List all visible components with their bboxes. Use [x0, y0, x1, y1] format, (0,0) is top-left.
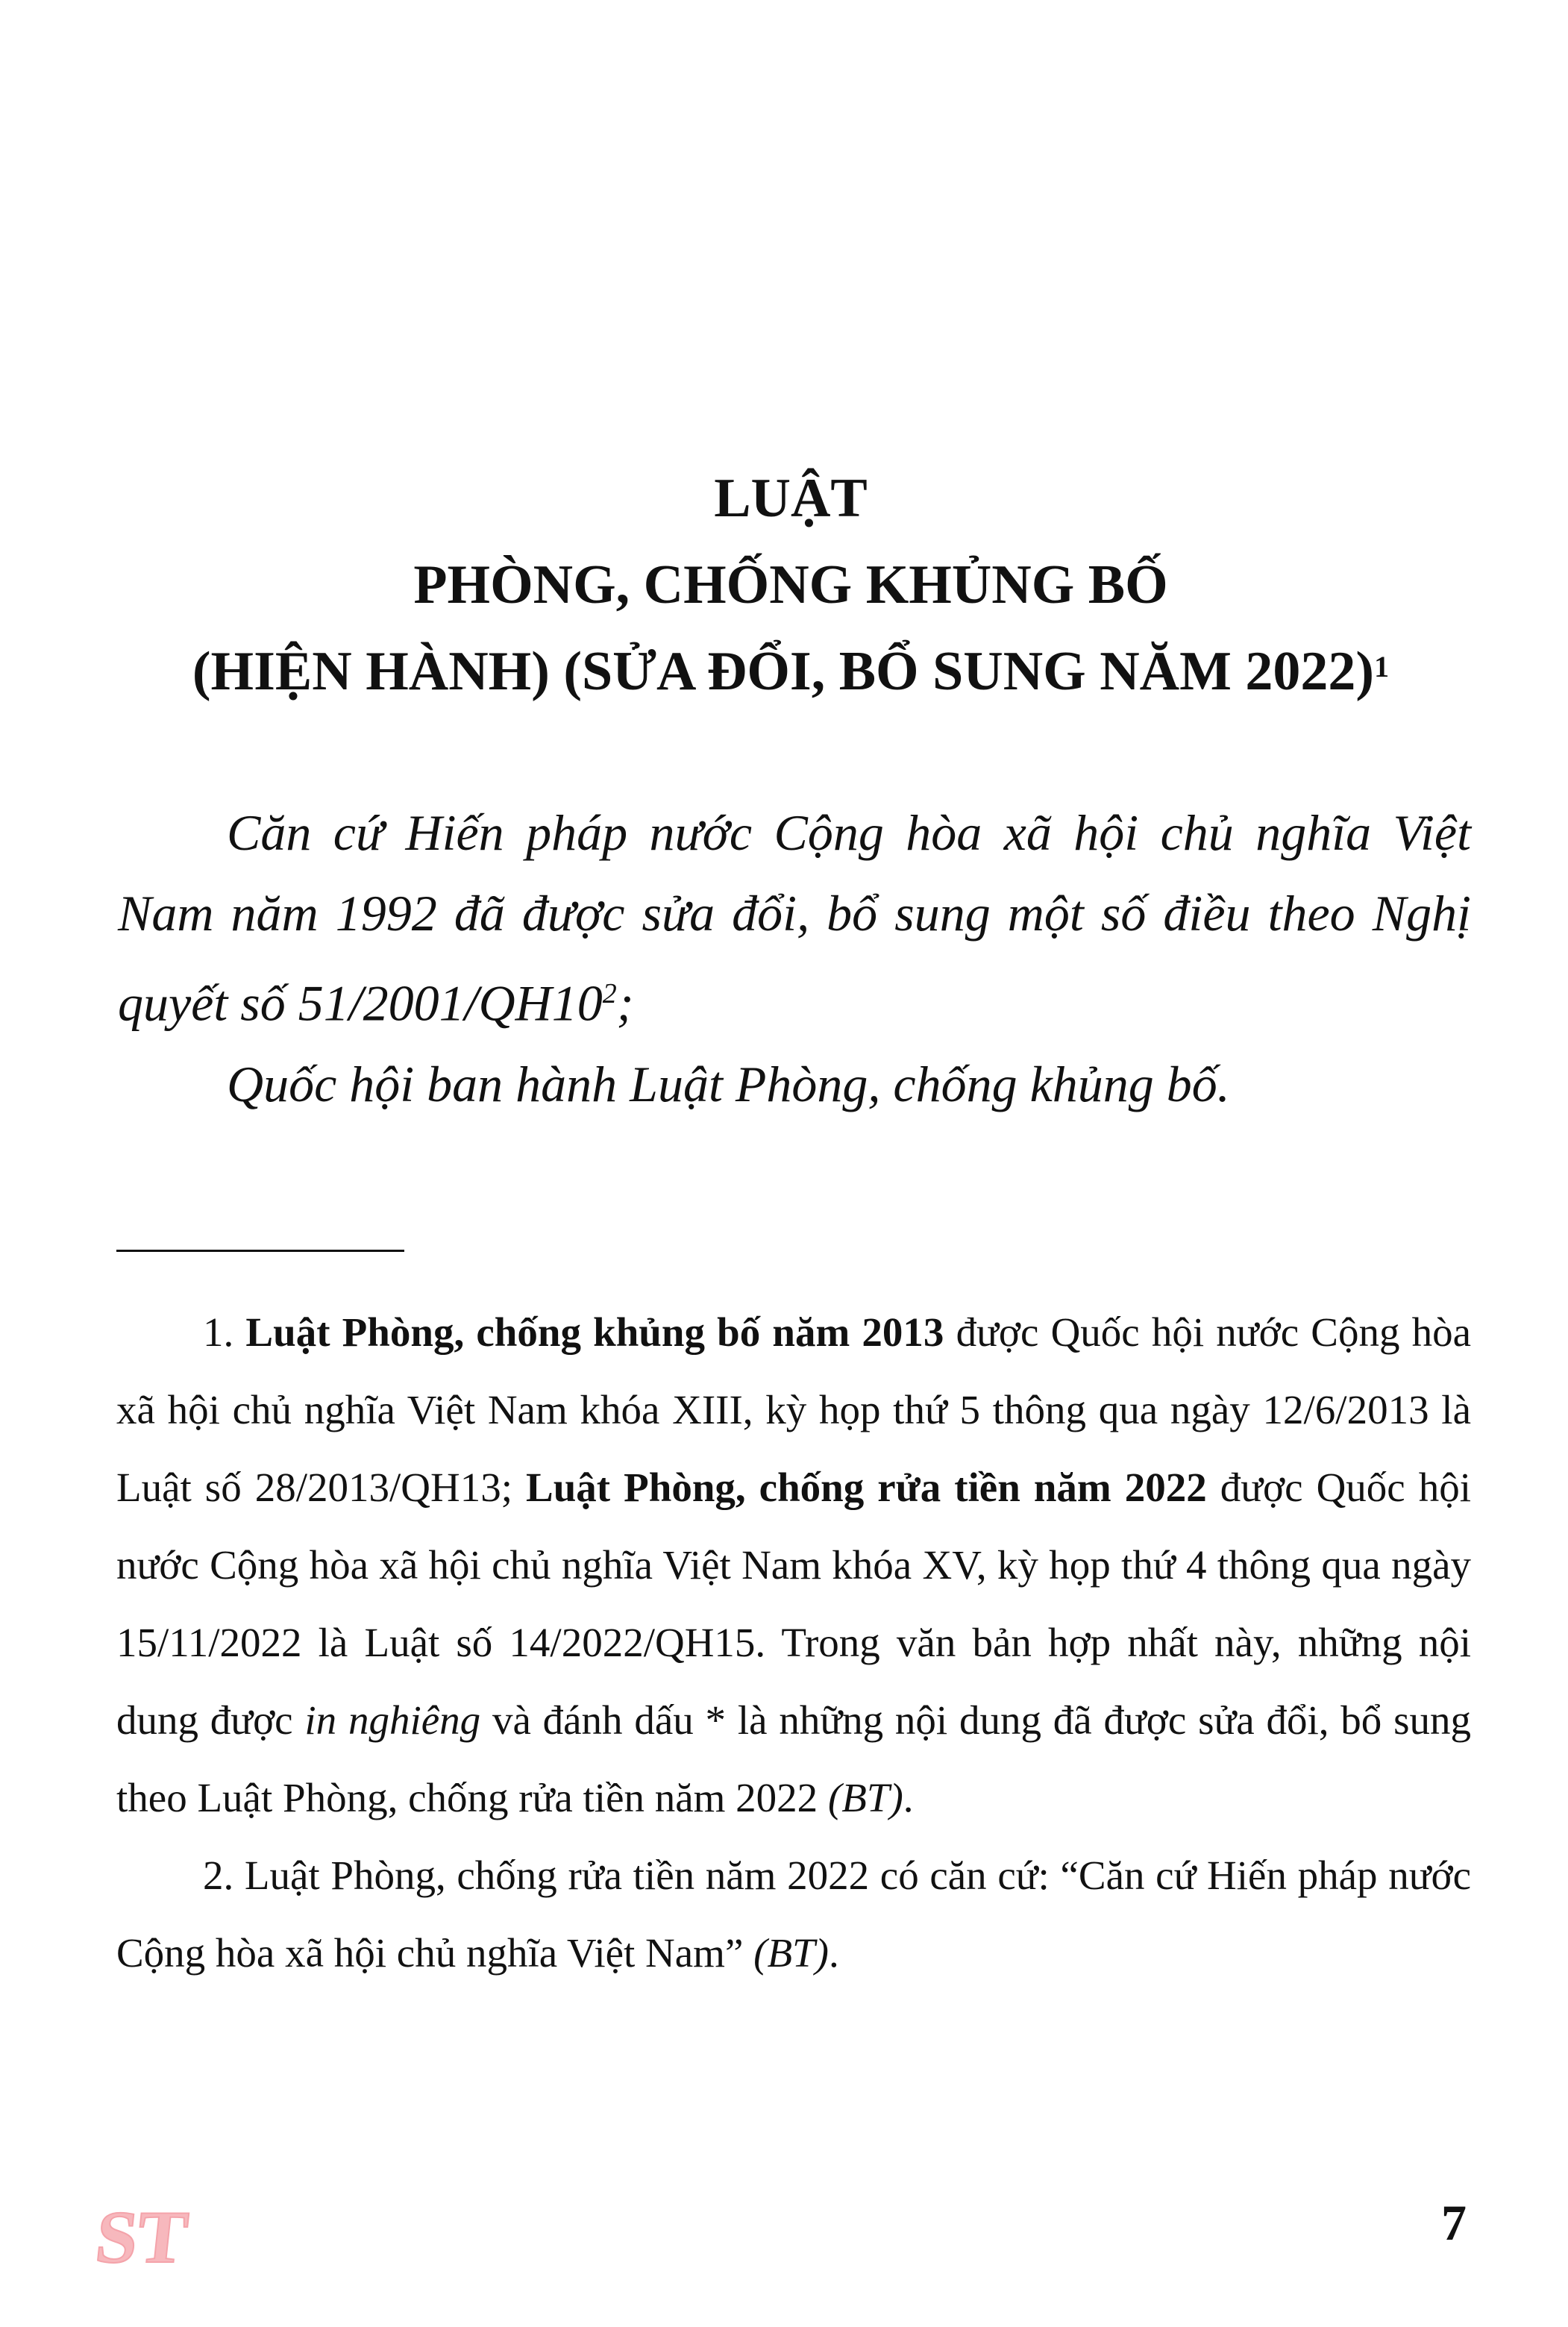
title-line-1: LUẬT	[714, 468, 868, 529]
footnote-ref-1: 1	[1374, 650, 1390, 683]
title-line-3: (HIỆN HÀNH) (SỬA ĐỔI, BỔ SUNG NĂM 2022)$^1$	[192, 641, 1390, 702]
footnote-2: 2. Luật Phòng, chống rửa tiền năm 2022 có căn cứ: “Căn cứ Hiến pháp nước Cộng hòa xã hội chủ nghĩa Việt Nam” (BT).	[116, 1852, 1472, 1976]
page-number: 7	[1441, 2194, 1467, 2251]
title-line-2: PHÒNG, CHỐNG KHỦNG BỐ	[413, 554, 1168, 616]
footnotes	[116, 1294, 1471, 1992]
law-title	[104, 455, 1477, 715]
footnote-1: 1. Luật Phòng, chống khủng bố năm 2013 được Quốc hội nước Cộng hòa xã hội chủ nghĩa Việt Nam khóa XIII, kỳ họp thứ 5 thông qua ngày 12/6/2013 là Luật số 28/2013/QH13; Luật Phòng, chống rửa tiền năm 2022 được Quốc hội nước Cộng hòa xã hội chủ nghĩa Việt Nam khóa XV, kỳ họp thứ 4 thông qua ngày 15/11/2022 là Luật số 14/2022/QH15. Trong văn bản hợp nhất này, những nội dung được in nghiêng và đánh dấu * là những nội dung đã được sửa đổi, bổ sung theo Luật Phòng, chống rửa tiền năm 2022 (BT).	[116, 1309, 1472, 1820]
svg-text:ST: ST	[92, 2196, 192, 2279]
preamble-paragraph-2: Quốc hội ban hành Luật Phòng, chống khủng bố.	[227, 1055, 1230, 1112]
footnote-divider	[116, 1250, 404, 1252]
footnote-ref-2: 2	[602, 978, 617, 1009]
publisher-logo	[92, 2187, 192, 2279]
preamble	[118, 792, 1471, 1124]
preamble-paragraph-1: Căn cứ Hiến pháp nước Cộng hòa xã hội chủ nghĩa Việt Nam năm 1992 đã được sửa đổi, bổ sung một số điều theo Nghị quyết số $51/2001/QH10^2$;	[118, 804, 1471, 1032]
